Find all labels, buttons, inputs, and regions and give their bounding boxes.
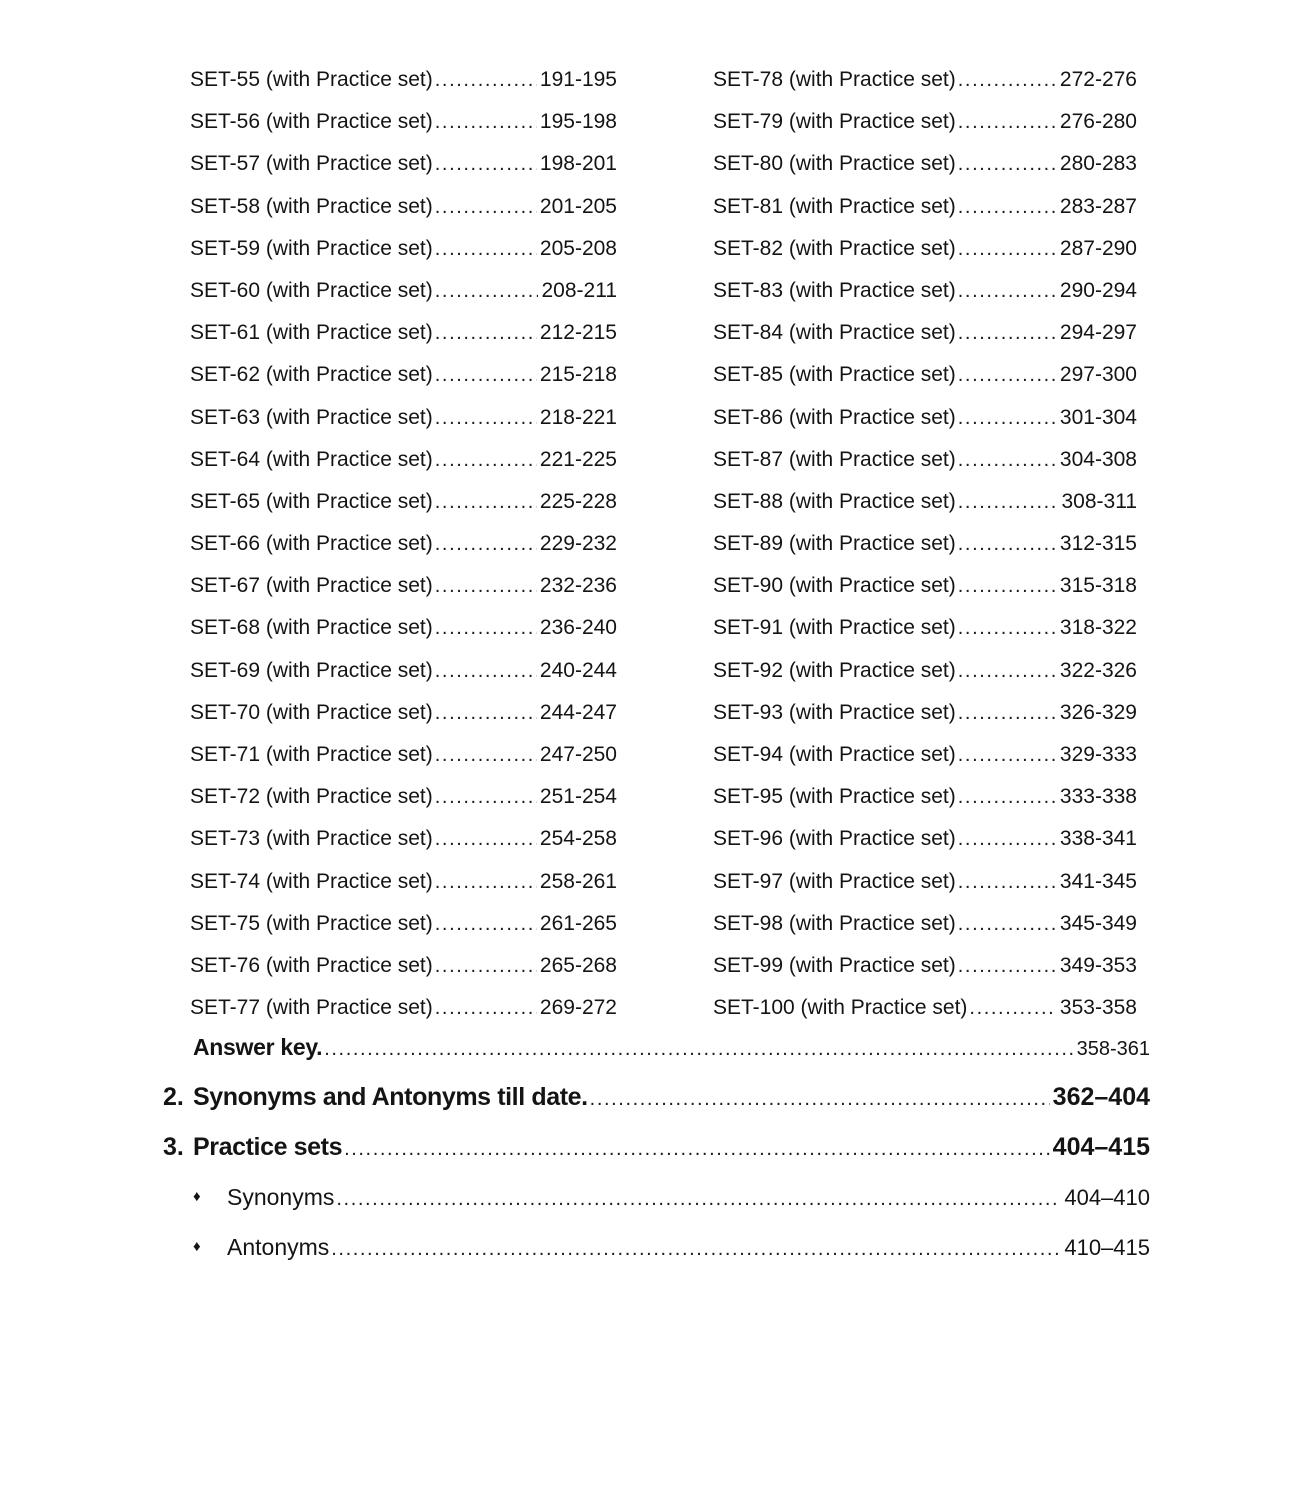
dot-leader [958, 861, 1057, 903]
toc-entry-pages: 280-283 [1059, 152, 1137, 176]
dot-leader [435, 228, 537, 270]
toc-entry-pages: 287-290 [1059, 236, 1137, 260]
toc-entry-pages: 301-304 [1059, 405, 1137, 429]
toc-entry-pages: 333-338 [1059, 785, 1137, 809]
dot-leader [958, 607, 1057, 649]
toc-entry [190, 818, 617, 860]
answer-key-label: Answer key. [193, 1034, 323, 1060]
toc-entry-pages: 283-287 [1059, 194, 1137, 218]
toc-entry [713, 397, 1137, 439]
toc-entry [190, 607, 617, 649]
toc-entry [190, 59, 617, 101]
toc-entry [713, 439, 1137, 481]
toc-entry [190, 734, 617, 776]
toc-entry-label: SET-68 (with Practice set) [190, 616, 433, 640]
toc-entry-label: SET-80 (with Practice set) [713, 152, 956, 176]
toc-entry-label: SET-65 (with Practice set) [190, 489, 433, 513]
toc-entry-pages: 315-318 [1059, 574, 1137, 598]
toc-entry-pages: 215-218 [539, 363, 617, 387]
toc-entry-label: SET-76 (with Practice set) [190, 953, 433, 977]
dot-leader [958, 312, 1057, 354]
diamond-bullet-icon: ♦ [193, 1238, 201, 1255]
toc-entry-label: SET-61 (with Practice set) [190, 321, 433, 345]
dot-leader [435, 903, 537, 945]
toc-entry-label: SET-81 (with Practice set) [713, 194, 956, 218]
toc-entry [190, 776, 617, 818]
section-number: 3. [163, 1133, 184, 1161]
dot-leader [331, 1224, 1061, 1274]
toc-entry [190, 481, 617, 523]
dot-leader [435, 565, 537, 607]
toc-entry-label: SET-87 (with Practice set) [713, 447, 956, 471]
toc-entry-label: SET-77 (with Practice set) [190, 996, 433, 1020]
toc-entry-label: SET-94 (with Practice set) [713, 743, 956, 766]
toc-entry-label: SET-85 (with Practice set) [713, 363, 956, 387]
toc-entry [190, 903, 617, 945]
toc-entry-pages: 312-315 [1059, 532, 1137, 556]
toc-entry-pages: 218-221 [539, 405, 617, 429]
toc-entry-label: SET-66 (with Practice set) [190, 532, 433, 556]
subsection-pages: 404–410 [1064, 1185, 1150, 1210]
dot-leader [958, 481, 1059, 523]
subsection-label: Antonyms [227, 1234, 330, 1260]
toc-entry-label: SET-74 (with Practice set) [190, 869, 433, 893]
answer-key-row [160, 1022, 1150, 1072]
toc-entry-label: SET-100 (with Practice set) [713, 996, 968, 1020]
toc-entry-pages: 304-308 [1059, 447, 1137, 471]
toc-column-left [190, 59, 617, 1029]
toc-entry-pages: 208-211 [541, 278, 617, 302]
toc-footer-rows [160, 1022, 1150, 1272]
toc-entry-pages: 318-322 [1059, 616, 1137, 640]
toc-entry-label: SET-84 (with Practice set) [713, 321, 956, 345]
section-pages: 362–404 [1052, 1083, 1150, 1111]
toc-entry-label: SET-70 (with Practice set) [190, 700, 433, 724]
toc-entry-pages: 244-247 [539, 700, 617, 724]
toc-entry-label: SET-67 (with Practice set) [190, 574, 433, 598]
toc-entry [713, 565, 1137, 607]
toc-entry-label: SET-63 (with Practice set) [190, 405, 433, 429]
toc-entry [190, 228, 617, 270]
toc-entry-label: SET-57 (with Practice set) [190, 152, 433, 176]
dot-leader [958, 143, 1057, 185]
toc-entry-label: SET-60 (with Practice set) [190, 278, 433, 302]
dot-leader [590, 1074, 1050, 1124]
toc-entry-label: SET-82 (with Practice set) [713, 236, 956, 260]
toc-entry [190, 354, 617, 396]
toc-entry [190, 101, 617, 143]
toc-entry-label: SET-62 (with Practice set) [190, 363, 433, 387]
toc-entry-pages: 236-240 [539, 616, 617, 640]
toc-entry [190, 650, 617, 692]
dot-leader [435, 945, 537, 987]
toc-entry-pages: 269-272 [539, 996, 617, 1020]
toc-column-right [713, 59, 1137, 1029]
dot-leader [958, 523, 1057, 565]
toc-entry [713, 818, 1137, 860]
toc-entry-label: SET-78 (with Practice set) [713, 68, 956, 91]
toc-entry-pages: 329-333 [1059, 743, 1137, 766]
toc-entry-pages: 345-349 [1059, 911, 1137, 935]
toc-entry [190, 692, 617, 734]
dot-leader [958, 186, 1057, 228]
dot-leader [435, 818, 537, 860]
dot-leader [958, 734, 1057, 776]
dot-leader [435, 354, 537, 396]
toc-entry [713, 861, 1137, 903]
dot-leader [958, 776, 1057, 818]
dot-leader [435, 186, 537, 228]
section-row-practice-sets [160, 1122, 1150, 1172]
toc-entry-pages: 221-225 [539, 447, 617, 471]
dot-leader [435, 650, 537, 692]
dot-leader [958, 101, 1057, 143]
toc-entry-label: SET-88 (with Practice set) [713, 489, 956, 513]
toc-entry [713, 776, 1137, 818]
subsection-pages: 410–415 [1064, 1235, 1150, 1260]
section-number: 2. [163, 1083, 184, 1111]
toc-entry [713, 650, 1137, 692]
dot-leader [435, 101, 537, 143]
toc-entry-label: SET-72 (with Practice set) [190, 785, 433, 809]
toc-entry-pages: 297-300 [1059, 363, 1137, 387]
dot-leader [958, 59, 1057, 101]
section-pages: 404–415 [1052, 1133, 1150, 1161]
toc-entry [190, 523, 617, 565]
toc-entry-pages: 272-276 [1059, 68, 1137, 91]
toc-entry [190, 397, 617, 439]
section-label: Practice sets [193, 1133, 343, 1161]
dot-leader [958, 270, 1057, 312]
toc-entry-label: SET-59 (with Practice set) [190, 236, 433, 260]
toc-entry-pages: 258-261 [539, 869, 617, 893]
dot-leader [958, 692, 1057, 734]
toc-entry [713, 186, 1137, 228]
dot-leader [435, 312, 537, 354]
toc-entry [190, 270, 617, 312]
toc-entry-pages: 201-205 [539, 194, 617, 218]
toc-entry-pages: 229-232 [539, 532, 617, 556]
toc-entry-pages: 349-353 [1059, 953, 1137, 977]
dot-leader [435, 861, 537, 903]
subsection-label: Synonyms [227, 1184, 335, 1210]
toc-entry [190, 861, 617, 903]
answer-key-pages: 358-361 [1076, 1038, 1150, 1060]
toc-entry-pages: 261-265 [539, 911, 617, 935]
toc-entry-label: SET-58 (with Practice set) [190, 194, 433, 218]
toc-entry-label: SET-69 (with Practice set) [190, 658, 433, 682]
dot-leader [435, 439, 537, 481]
diamond-bullet-icon: ♦ [193, 1188, 201, 1205]
dot-leader [435, 397, 537, 439]
toc-entry-label: SET-83 (with Practice set) [713, 278, 956, 302]
toc-entry-label: SET-55 (with Practice set) [190, 68, 433, 91]
toc-entry-pages: 240-244 [539, 658, 617, 682]
dot-leader [958, 945, 1057, 987]
toc-entry-pages: 251-254 [539, 785, 617, 809]
toc-entry-label: SET-90 (with Practice set) [713, 574, 956, 598]
toc-entry [713, 270, 1137, 312]
toc-entry-label: SET-75 (with Practice set) [190, 911, 433, 935]
toc-entry [713, 692, 1137, 734]
toc-entry-label: SET-92 (with Practice set) [713, 658, 956, 682]
toc-entry-pages: 322-326 [1059, 658, 1137, 682]
toc-entry-label: SET-97 (with Practice set) [713, 869, 956, 893]
dot-leader [958, 439, 1057, 481]
toc-entry [190, 312, 617, 354]
toc-entry-pages: 308-311 [1061, 489, 1137, 513]
dot-leader [435, 143, 537, 185]
dot-leader [336, 1174, 1061, 1224]
toc-entry [713, 945, 1137, 987]
toc-entry [190, 439, 617, 481]
dot-leader [435, 734, 537, 776]
toc-entry-pages: 265-268 [539, 953, 617, 977]
toc-entry [713, 734, 1137, 776]
dot-leader [435, 692, 537, 734]
toc-entry-pages: 205-208 [539, 236, 617, 260]
dot-leader [435, 59, 537, 101]
toc-entry [713, 312, 1137, 354]
dot-leader [958, 354, 1057, 396]
toc-entry-label: SET-71 (with Practice set) [190, 743, 433, 766]
dot-leader [435, 481, 537, 523]
dot-leader [958, 650, 1057, 692]
toc-entry-label: SET-64 (with Practice set) [190, 447, 433, 471]
toc-entry-pages: 290-294 [1059, 278, 1137, 302]
dot-leader [324, 1024, 1073, 1074]
dot-leader [958, 397, 1057, 439]
toc-entry [190, 945, 617, 987]
dot-leader [435, 607, 537, 649]
toc-entry-pages: 198-201 [539, 152, 617, 176]
dot-leader [958, 818, 1057, 860]
toc-entry-label: SET-86 (with Practice set) [713, 405, 956, 429]
toc-entry-pages: 225-228 [539, 489, 617, 513]
toc-entry-pages: 247-250 [539, 743, 617, 766]
toc-entry-label: SET-73 (with Practice set) [190, 827, 433, 851]
toc-entry [713, 481, 1137, 523]
toc-entry [713, 228, 1137, 270]
toc-entry-pages: 338-341 [1059, 827, 1137, 851]
dot-leader [958, 228, 1057, 270]
toc-entry [713, 101, 1137, 143]
toc-entry-pages: 195-198 [539, 110, 617, 134]
dot-leader [435, 270, 539, 312]
subsection-row-synonyms [160, 1172, 1150, 1222]
toc-entry-pages: 353-358 [1059, 996, 1137, 1020]
toc-entry-pages: 212-215 [539, 321, 617, 345]
toc-entry [713, 59, 1137, 101]
toc-entry [713, 143, 1137, 185]
toc-entry [713, 523, 1137, 565]
toc-entry-pages: 326-329 [1059, 700, 1137, 724]
toc-entry-label: SET-89 (with Practice set) [713, 532, 956, 556]
toc-entry-pages: 294-297 [1059, 321, 1137, 345]
subsection-row-antonyms [160, 1222, 1150, 1272]
toc-columns [190, 59, 1137, 1029]
section-row-synonyms-antonyms-till-date [160, 1072, 1150, 1122]
toc-entry [190, 143, 617, 185]
toc-entry-label: SET-93 (with Practice set) [713, 700, 956, 724]
toc-entry [190, 565, 617, 607]
toc-entry [713, 607, 1137, 649]
dot-leader [958, 903, 1057, 945]
dot-leader [958, 565, 1057, 607]
toc-entry-pages: 276-280 [1059, 110, 1137, 134]
toc-entry-label: SET-56 (with Practice set) [190, 110, 433, 134]
dot-leader [435, 523, 537, 565]
toc-entry-pages: 341-345 [1059, 869, 1137, 893]
toc-entry [713, 903, 1137, 945]
toc-entry [190, 186, 617, 228]
toc-entry-label: SET-96 (with Practice set) [713, 827, 956, 851]
toc-entry-pages: 232-236 [539, 574, 617, 598]
dot-leader [344, 1124, 1050, 1174]
toc-entry [713, 354, 1137, 396]
toc-entry-pages: 191-195 [539, 68, 617, 91]
dot-leader [435, 776, 537, 818]
toc-entry-label: SET-95 (with Practice set) [713, 785, 956, 809]
toc-entry-pages: 254-258 [539, 827, 617, 851]
toc-entry-label: SET-91 (with Practice set) [713, 616, 956, 640]
section-label: Synonyms and Antonyms till date. [193, 1083, 588, 1111]
toc-entry-label: SET-98 (with Practice set) [713, 911, 956, 935]
toc-entry-label: SET-79 (with Practice set) [713, 110, 956, 134]
toc-entry-label: SET-99 (with Practice set) [713, 953, 956, 977]
